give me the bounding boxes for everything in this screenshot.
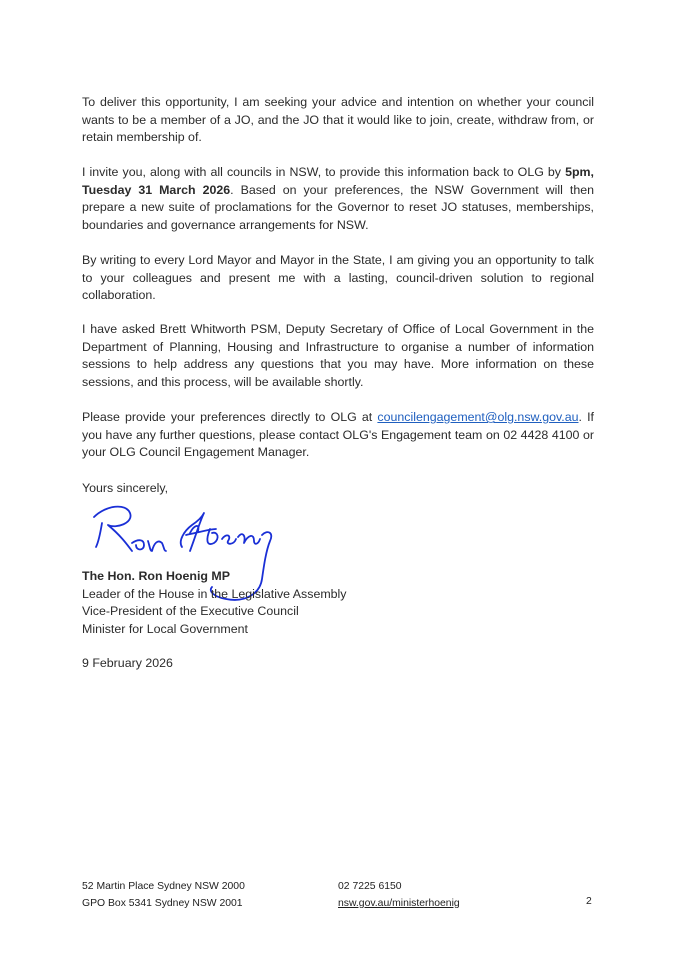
- footer-address: [82, 879, 245, 912]
- paragraph-2-text-b: . Based on your preferences, the NSW Government will then prepare a new suite of proclamations for the Governor to reset JO statuses, memberships, boundaries and governance arrangements for NSW.: [82, 182, 594, 232]
- signatory-name: The Hon. Ron Hoenig MP: [82, 569, 230, 583]
- paragraph-2: [82, 164, 594, 234]
- signatory-role-2: Vice-President of the Executive Council: [82, 604, 299, 619]
- paragraph-5: [82, 409, 594, 462]
- letter-date: 9 February 2026: [82, 656, 173, 670]
- paragraph-1: To deliver this opportunity, I am seeking your advice and intention on whether your council wants to be a member of a JO, and the JO that it would like to join, create, withdraw from, or retain membership of.: [82, 95, 594, 145]
- page-number: 2: [586, 896, 592, 907]
- paragraph-5-text-a: Please provide your preferences directly to OLG at: [82, 410, 378, 424]
- footer-street-address: 52 Martin Place Sydney NSW 2000: [82, 881, 245, 892]
- footer-phone: 02 7225 6150: [338, 881, 402, 892]
- footer-postal-address: GPO Box 5341 Sydney NSW 2001: [82, 897, 243, 909]
- signatory-role-1: Leader of the House in the Legislative Assembly: [82, 586, 347, 601]
- closing-line: Yours sincerely,: [82, 481, 169, 495]
- paragraph-3: By writing to every Lord Mayor and Mayor in the State, I am giving you an opportunity to talk to your colleagues and present me with a lasting, council-driven solution to regional collaboration.: [82, 253, 594, 303]
- email-link[interactable]: councilengagement@olg.nsw.gov.au: [377, 410, 579, 424]
- paragraph-5-text-b: . If you have any further questions, please contact OLG's Engagement team on 02 4428 4100 or your OLG Council Engagement Manager.: [82, 410, 594, 460]
- paragraph-4: I have asked Brett Whitworth PSM, Deputy Secretary of Office of Local Government in the Department of Planning, Housing and Infrastructure to organise a number of information sessions to help address any questions that you may have. More information on these sessions, and this process, will be available shortly.: [82, 322, 594, 389]
- signatory-role-3: Minister for Local Government: [82, 621, 248, 636]
- deadline-text: 5pm, Tuesday 31 March 2026: [82, 165, 594, 197]
- signatory-block: [82, 568, 347, 638]
- footer-contact: [338, 879, 460, 912]
- paragraph-2-text-a: I invite you, along with all councils in NSW, to provide this information back to OLG by: [82, 165, 566, 179]
- footer-website-link[interactable]: nsw.gov.au/ministerhoenig: [338, 897, 460, 909]
